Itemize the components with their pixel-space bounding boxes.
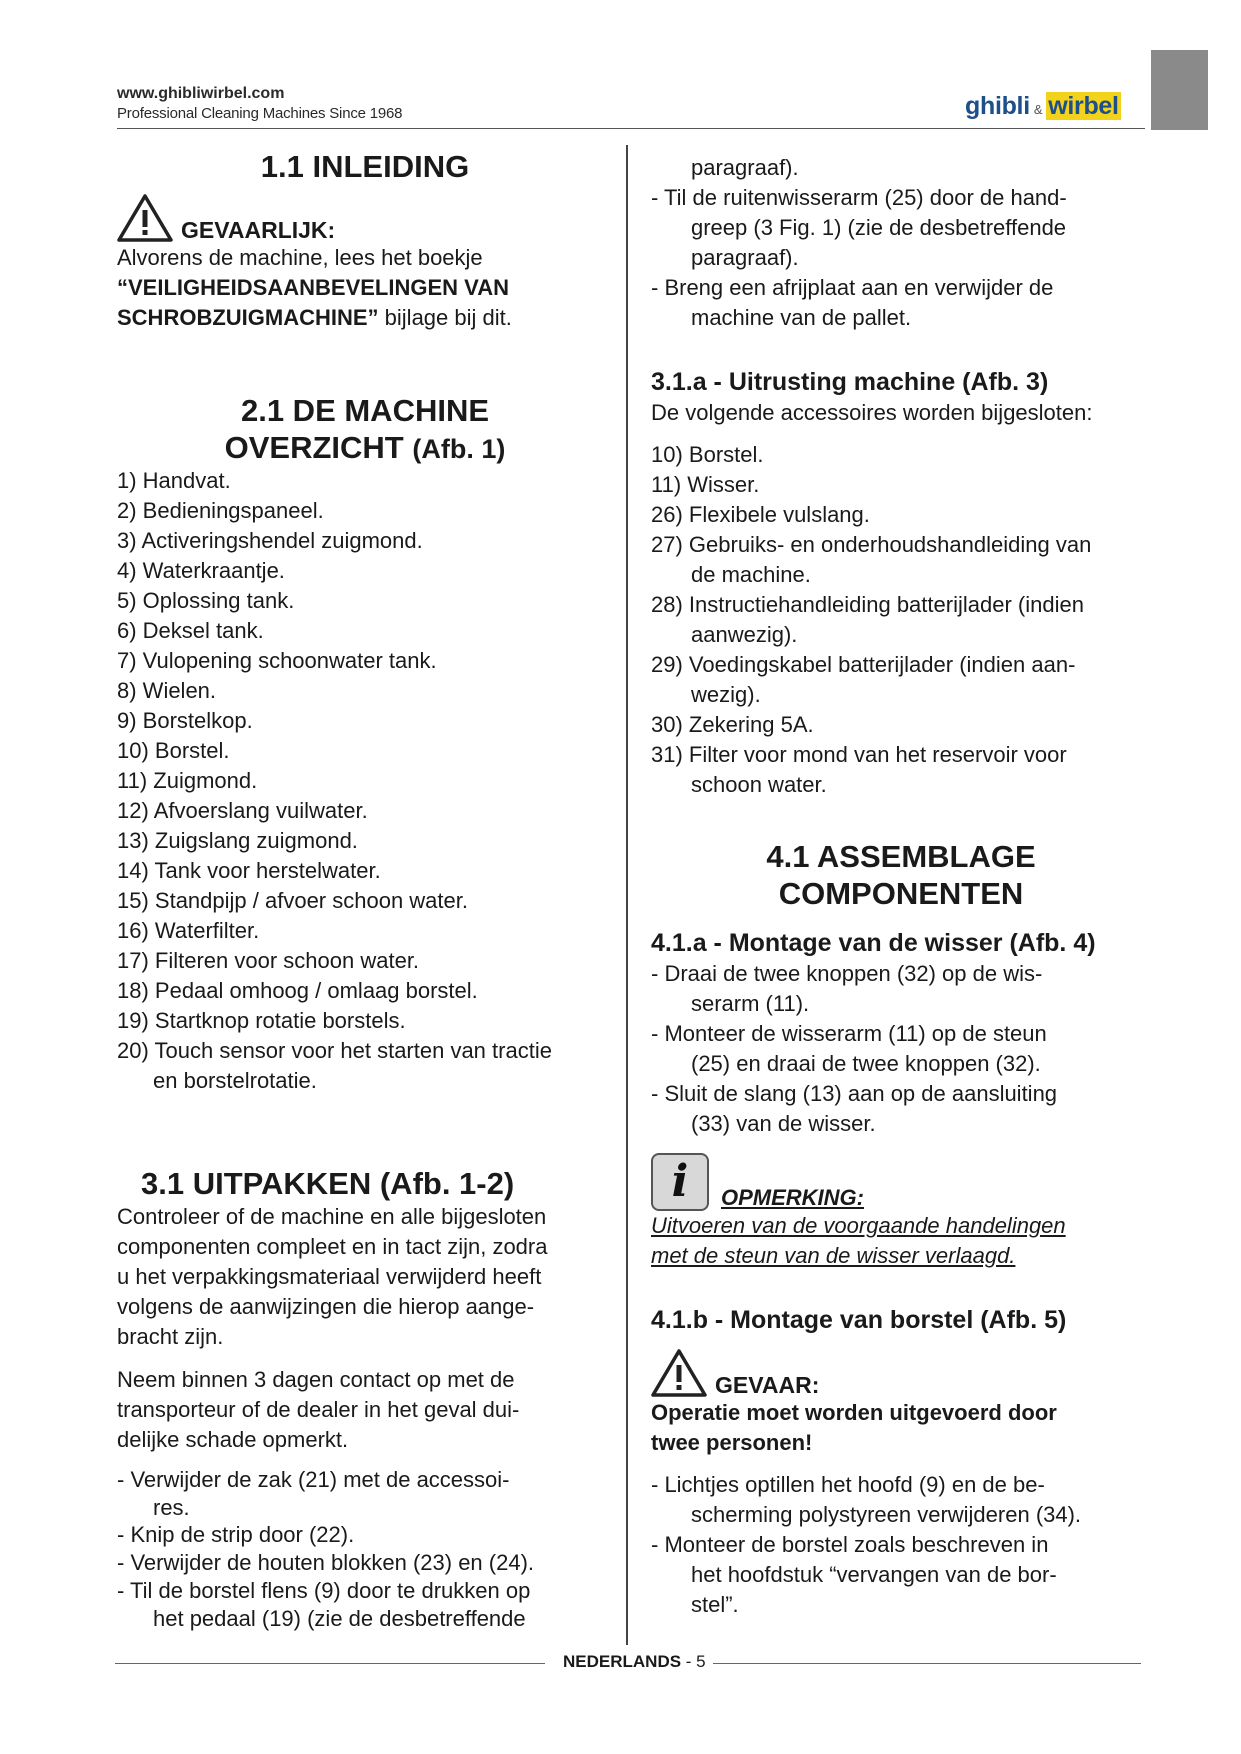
body-line: transporteur of de dealer in het geval dui-	[117, 1397, 520, 1422]
footer-rule-left	[115, 1663, 545, 1664]
list-item: 2) Bedieningspaneel.	[117, 498, 324, 523]
list-item: 19) Startknop rotatie borstels.	[117, 1008, 406, 1033]
subsection-title: 4.1.b - Montage van borstel (Afb. 5)	[651, 1306, 1067, 1334]
section-assemblage	[651, 838, 1151, 912]
list-item-continuation: schoon water.	[691, 772, 827, 797]
list-item: 4) Waterkraantje.	[117, 558, 285, 583]
body-line	[117, 303, 613, 333]
warning-label: GEVAAR:	[715, 1372, 820, 1398]
logo-wirbel: wirbel	[1048, 92, 1119, 120]
bullet-line: - Breng een afrijplaat aan en verwijder de	[651, 275, 1054, 300]
list-item: 14) Tank voor herstelwater.	[117, 858, 381, 883]
section-title-line2	[117, 429, 613, 468]
list-item: 5) Oplossing tank.	[117, 588, 295, 613]
body-line: Neem binnen 3 dagen contact op met de	[117, 1367, 515, 1392]
bullet-line: - Sluit de slang (13) aan op de aansluiting	[651, 1081, 1058, 1106]
subsection-title: 3.1.a - Uitrusting machine (Afb. 3)	[651, 368, 1049, 396]
bullet-line: - Verwijder de houten blokken (23) en (24).	[117, 1550, 535, 1575]
body-line: De volgende accessoires worden bijgesloten:	[651, 400, 1093, 425]
list-item: 26) Flexibele vulslang.	[651, 502, 870, 527]
bullet-line: - Lichtjes optillen het hoofd (9) en de be-	[651, 1472, 1045, 1497]
section-uitpakken-continued	[651, 153, 1151, 333]
bullet-line: - Til de ruitenwisserarm (25) door de hand-	[651, 185, 1067, 210]
list-item: 7) Vulopening schoonwater tank.	[117, 648, 437, 673]
bullet-line: - Til de borstel flens (9) door te drukken op	[117, 1578, 531, 1603]
warning-row	[651, 1348, 1151, 1398]
note-label: OPMERKING:	[721, 1185, 864, 1210]
body-line: delijke schade opmerkt.	[117, 1427, 349, 1452]
body-line: componenten compleet en in tact zijn, zodra	[117, 1234, 548, 1259]
list-item: 31) Filter voor mond van het reservoir voor	[651, 742, 1067, 767]
list-item: 11) Zuigmond.	[117, 768, 258, 793]
title-text: OVERZICHT	[224, 430, 404, 465]
list-item: 1) Handvat.	[117, 468, 231, 493]
list-item: 11) Wisser.	[651, 472, 760, 497]
list-item: 10) Borstel.	[117, 738, 230, 763]
section-montage-wisser	[651, 927, 1151, 1271]
parts-list	[117, 466, 613, 1096]
warning-triangle-icon	[117, 193, 173, 243]
bullet-line: - Monteer de borstel zoals beschreven in	[651, 1532, 1049, 1557]
section-machine-overzicht	[117, 392, 613, 1096]
body-line: bracht zijn.	[117, 1324, 224, 1349]
note-line: Uitvoeren van de voorgaande handelingen	[651, 1213, 1066, 1238]
footer-language: NEDERLANDS	[563, 1652, 682, 1671]
list-item-continuation: en borstelrotatie.	[153, 1068, 317, 1093]
section-title-line1: 2.1 DE MACHINE	[240, 393, 490, 428]
body-line: u het verpakkingsmateriaal verwijderd heeft	[117, 1264, 542, 1289]
header-url[interactable]: www.ghibliwirbel.com	[117, 85, 285, 102]
column-divider	[626, 145, 628, 1645]
list-item: 17) Filteren voor schoon water.	[117, 948, 420, 973]
list-item: 3) Activeringshendel zuigmond.	[117, 528, 423, 553]
warning-line: Operatie moet worden uitgevoerd door	[651, 1400, 1057, 1425]
list-item: 28) Instructiehandleiding batterijlader (indien	[651, 592, 1084, 617]
list-item: 12) Afvoerslang vuilwater.	[117, 798, 368, 823]
bullet-continuation: res.	[153, 1495, 190, 1520]
section-title-line1: 4.1 ASSEMBLAGE	[766, 839, 1036, 874]
list-item-continuation: wezig).	[691, 682, 761, 707]
body-line: Controleer of de machine en alle bijgesloten	[117, 1204, 547, 1229]
bullet-continuation: serarm (11).	[691, 991, 810, 1016]
logo-ghibli: ghibli	[965, 92, 1030, 120]
title-ref: (Afb. 1)	[412, 434, 506, 464]
bullet-continuation: scherming polystyreen verwijderen (34).	[691, 1502, 1082, 1527]
list-item: 9) Borstelkop.	[117, 708, 253, 733]
list-item: 27) Gebruiks- en onderhoudshandleiding van	[651, 532, 1092, 557]
logo-amp: &	[1033, 102, 1043, 117]
brand-logo	[965, 92, 1121, 121]
footer-page-label	[563, 1652, 706, 1672]
list-item: 29) Voedingskabel batterijlader (indien aan-	[651, 652, 1076, 677]
page-edge-tab	[1151, 50, 1208, 130]
section-montage-borstel	[651, 1304, 1151, 1620]
header-tagline: Professional Cleaning Machines Since 1968	[117, 105, 403, 122]
section-title: 3.1 UITPAKKEN (Afb. 1-2)	[141, 1166, 515, 1201]
list-item-continuation: aanwezig).	[691, 622, 798, 647]
bullet-continuation: (33) van de wisser.	[691, 1111, 876, 1136]
warning-label: GEVAARLIJK:	[181, 217, 336, 243]
bullet-line: - Draai de twee knoppen (32) op de wis-	[651, 961, 1043, 986]
section-uitpakken	[117, 1165, 613, 1633]
bullet-continuation: stel”.	[691, 1592, 739, 1617]
section-inleiding	[117, 148, 613, 333]
bold-text: SCHROBZUIGMACHINE”	[117, 305, 379, 330]
bullet-line: - Verwijder de zak (21) met de accessoi-	[117, 1467, 510, 1492]
bullet-continuation: greep (3 Fig. 1) (zie de desbetreffende	[691, 215, 1067, 240]
footer-page-number: - 5	[685, 1652, 706, 1671]
list-item: 16) Waterfilter.	[117, 918, 260, 943]
note-row	[651, 1153, 1151, 1211]
list-item: 8) Wielen.	[117, 678, 217, 703]
list-item: 10) Borstel.	[651, 442, 764, 467]
section-title: 1.1 INLEIDING	[260, 149, 470, 184]
bullet-line: - Monteer de wisserarm (11) op de steun	[651, 1021, 1047, 1046]
list-item: 6) Deksel tank.	[117, 618, 264, 643]
header-rule	[117, 128, 1145, 129]
bullet-continuation: het pedaal (19) (zie de desbetreffende	[153, 1606, 526, 1631]
note-line: met de steun van de wisser verlaagd.	[651, 1243, 1016, 1268]
bullet-line: - Knip de strip door (22).	[117, 1522, 355, 1547]
info-icon: i	[651, 1153, 709, 1211]
bullet-continuation: het hoofdstuk “vervangen van de bor-	[691, 1562, 1057, 1587]
warning-triangle-icon	[651, 1348, 707, 1398]
body-line: “VEILIGHEIDSAANBEVELINGEN VAN	[117, 275, 509, 300]
list-item: 18) Pedaal omhoog / omlaag borstel.	[117, 978, 478, 1003]
list-item: 13) Zuigslang zuigmond.	[117, 828, 358, 853]
body-line: Alvorens de machine, lees het boekje	[117, 245, 483, 270]
warning-line: twee personen!	[651, 1430, 813, 1455]
warning-row	[117, 193, 613, 243]
section-uitrusting-machine	[651, 366, 1151, 800]
bullet-continuation: machine van de pallet.	[691, 305, 912, 330]
body-line: paragraaf).	[691, 155, 799, 180]
list-item: 20) Touch sensor voor het starten van tractie	[117, 1038, 552, 1063]
bullet-continuation: (25) en draai de twee knoppen (32).	[691, 1051, 1041, 1076]
list-item: 15) Standpijp / afvoer schoon water.	[117, 888, 468, 913]
subsection-title: 4.1.a - Montage van de wisser (Afb. 4)	[651, 929, 1096, 957]
body-line: volgens de aanwijzingen die hierop aange-	[117, 1294, 535, 1319]
bullet-continuation: paragraaf).	[691, 245, 799, 270]
section-title-line2: COMPONENTEN	[778, 876, 1024, 911]
list-item: 30) Zekering 5A.	[651, 712, 814, 737]
list-item-continuation: de machine.	[691, 562, 811, 587]
plain-text: bijlage bij dit.	[378, 305, 512, 330]
footer-rule-right	[713, 1663, 1141, 1664]
